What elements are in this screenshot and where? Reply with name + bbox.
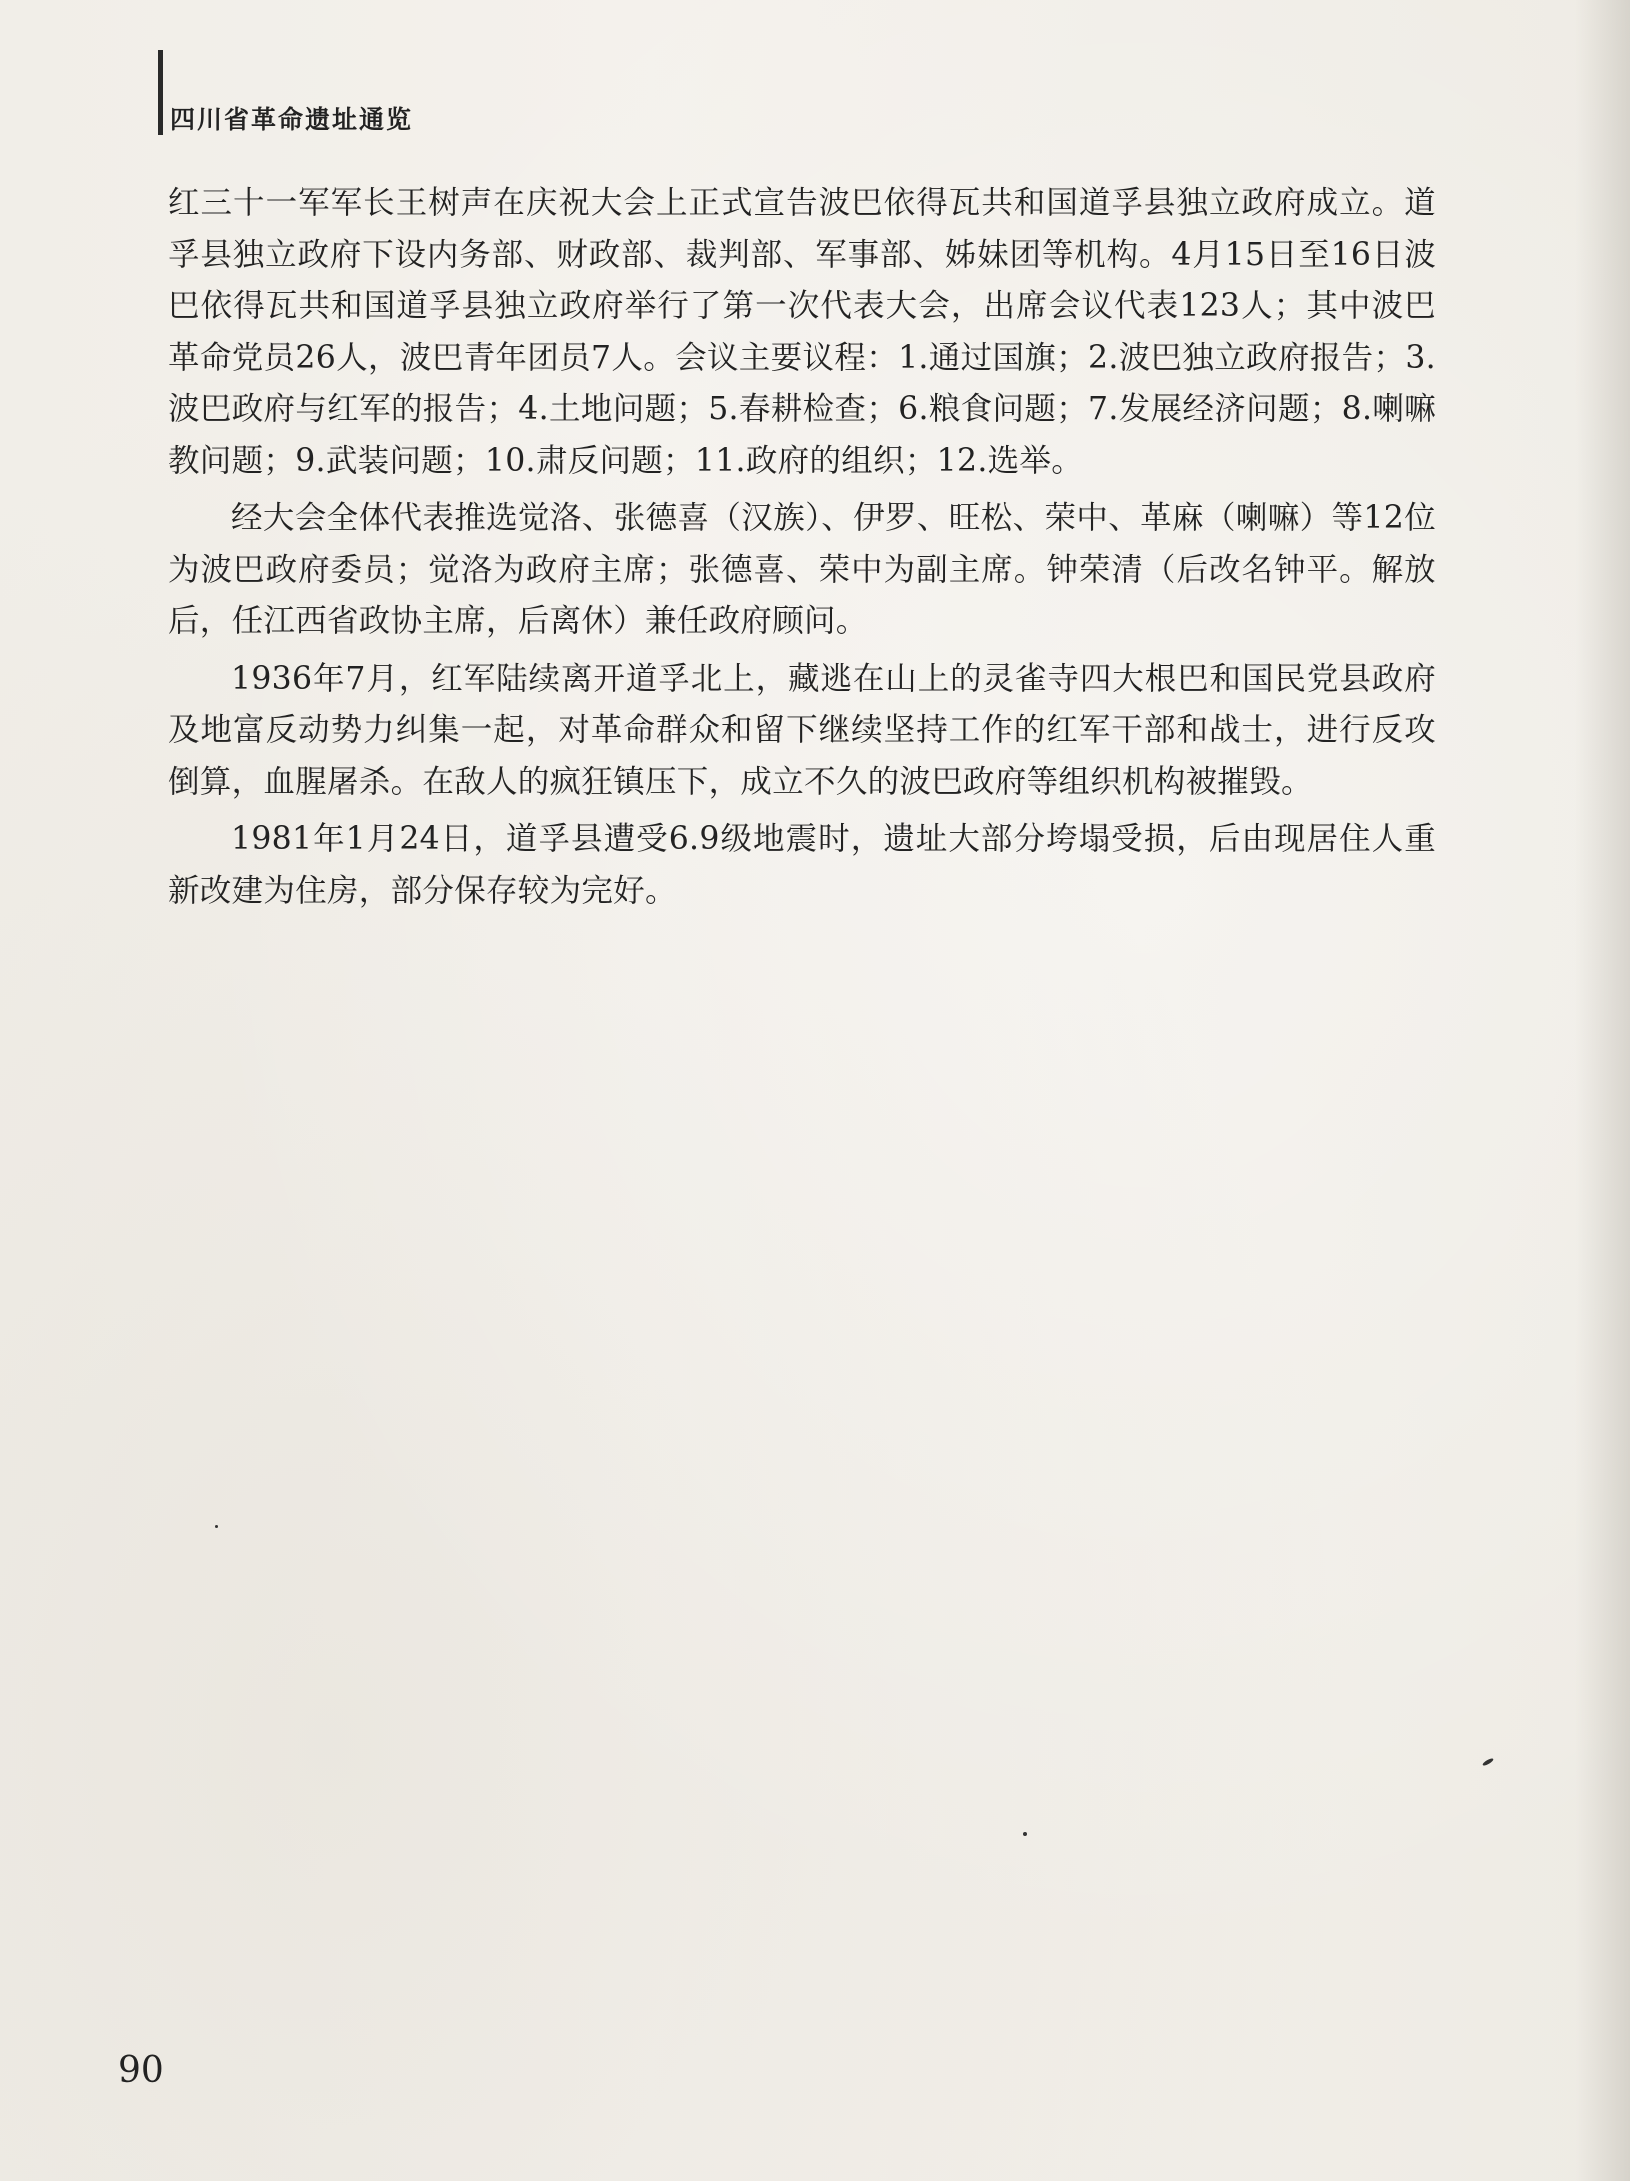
header-rule [158, 50, 163, 135]
paper-speck [1023, 1832, 1027, 1836]
paragraph-3: 1936年7月，红军陆续离开道孚北上，藏逃在山上的灵雀寺四大根巴和国民党县政府及地富反动势力纠集一起，对革命群众和留下继续坚持工作的红军干部和战士，进行反攻倒算，血腥屠杀。在敌人的疯狂镇压下，成立不久的波巴政府等组织机构被摧毁。 [168, 660, 1436, 800]
page-edge-shadow [1575, 0, 1630, 2181]
page-number: 90 [118, 2050, 164, 2091]
body-text [168, 178, 1436, 917]
paragraph-1: 红三十一军军长王树声在庆祝大会上正式宣告波巴依得瓦共和国道孚县独立政府成立。道孚县独立政府下设内务部、财政部、裁判部、军事部、姊妹团等机构。4月15日至16日波巴依得瓦共和国道孚县独立政府举行了第一次代表大会，出席会议代表123人；其中波巴革命党员26人，波巴青年团员7人。会议主要议程：1.通过国旗；2.波巴独立政府报告；3.波巴政府与红军的报告；4.土地问题；5.春耕检查；6.粮食问题；7.发展经济问题；8.喇嘛教问题；9.武装问题；10.肃反问题；11.政府的组织；12.选举。 [168, 185, 1436, 479]
paragraph-4: 1981年1月24日，道孚县遭受6.9级地震时，遗址大部分垮塌受损，后由现居住人重新改建为住房，部分保存较为完好。 [168, 821, 1436, 909]
paper-speck [215, 1525, 218, 1528]
paper-speck [1482, 1757, 1494, 1766]
paragraph-2: 经大会全体代表推选觉洛、张德喜（汉族）、伊罗、旺松、荣中、革麻（喇嘛）等12位为波巴政府委员；觉洛为政府主席；张德喜、荣中为副主席。钟荣清（后改名钟平。解放后，任江西省政协主席，后离休）兼任政府顾问。 [168, 500, 1436, 639]
running-header-title: 四川省革命遗址通览 [170, 105, 414, 134]
